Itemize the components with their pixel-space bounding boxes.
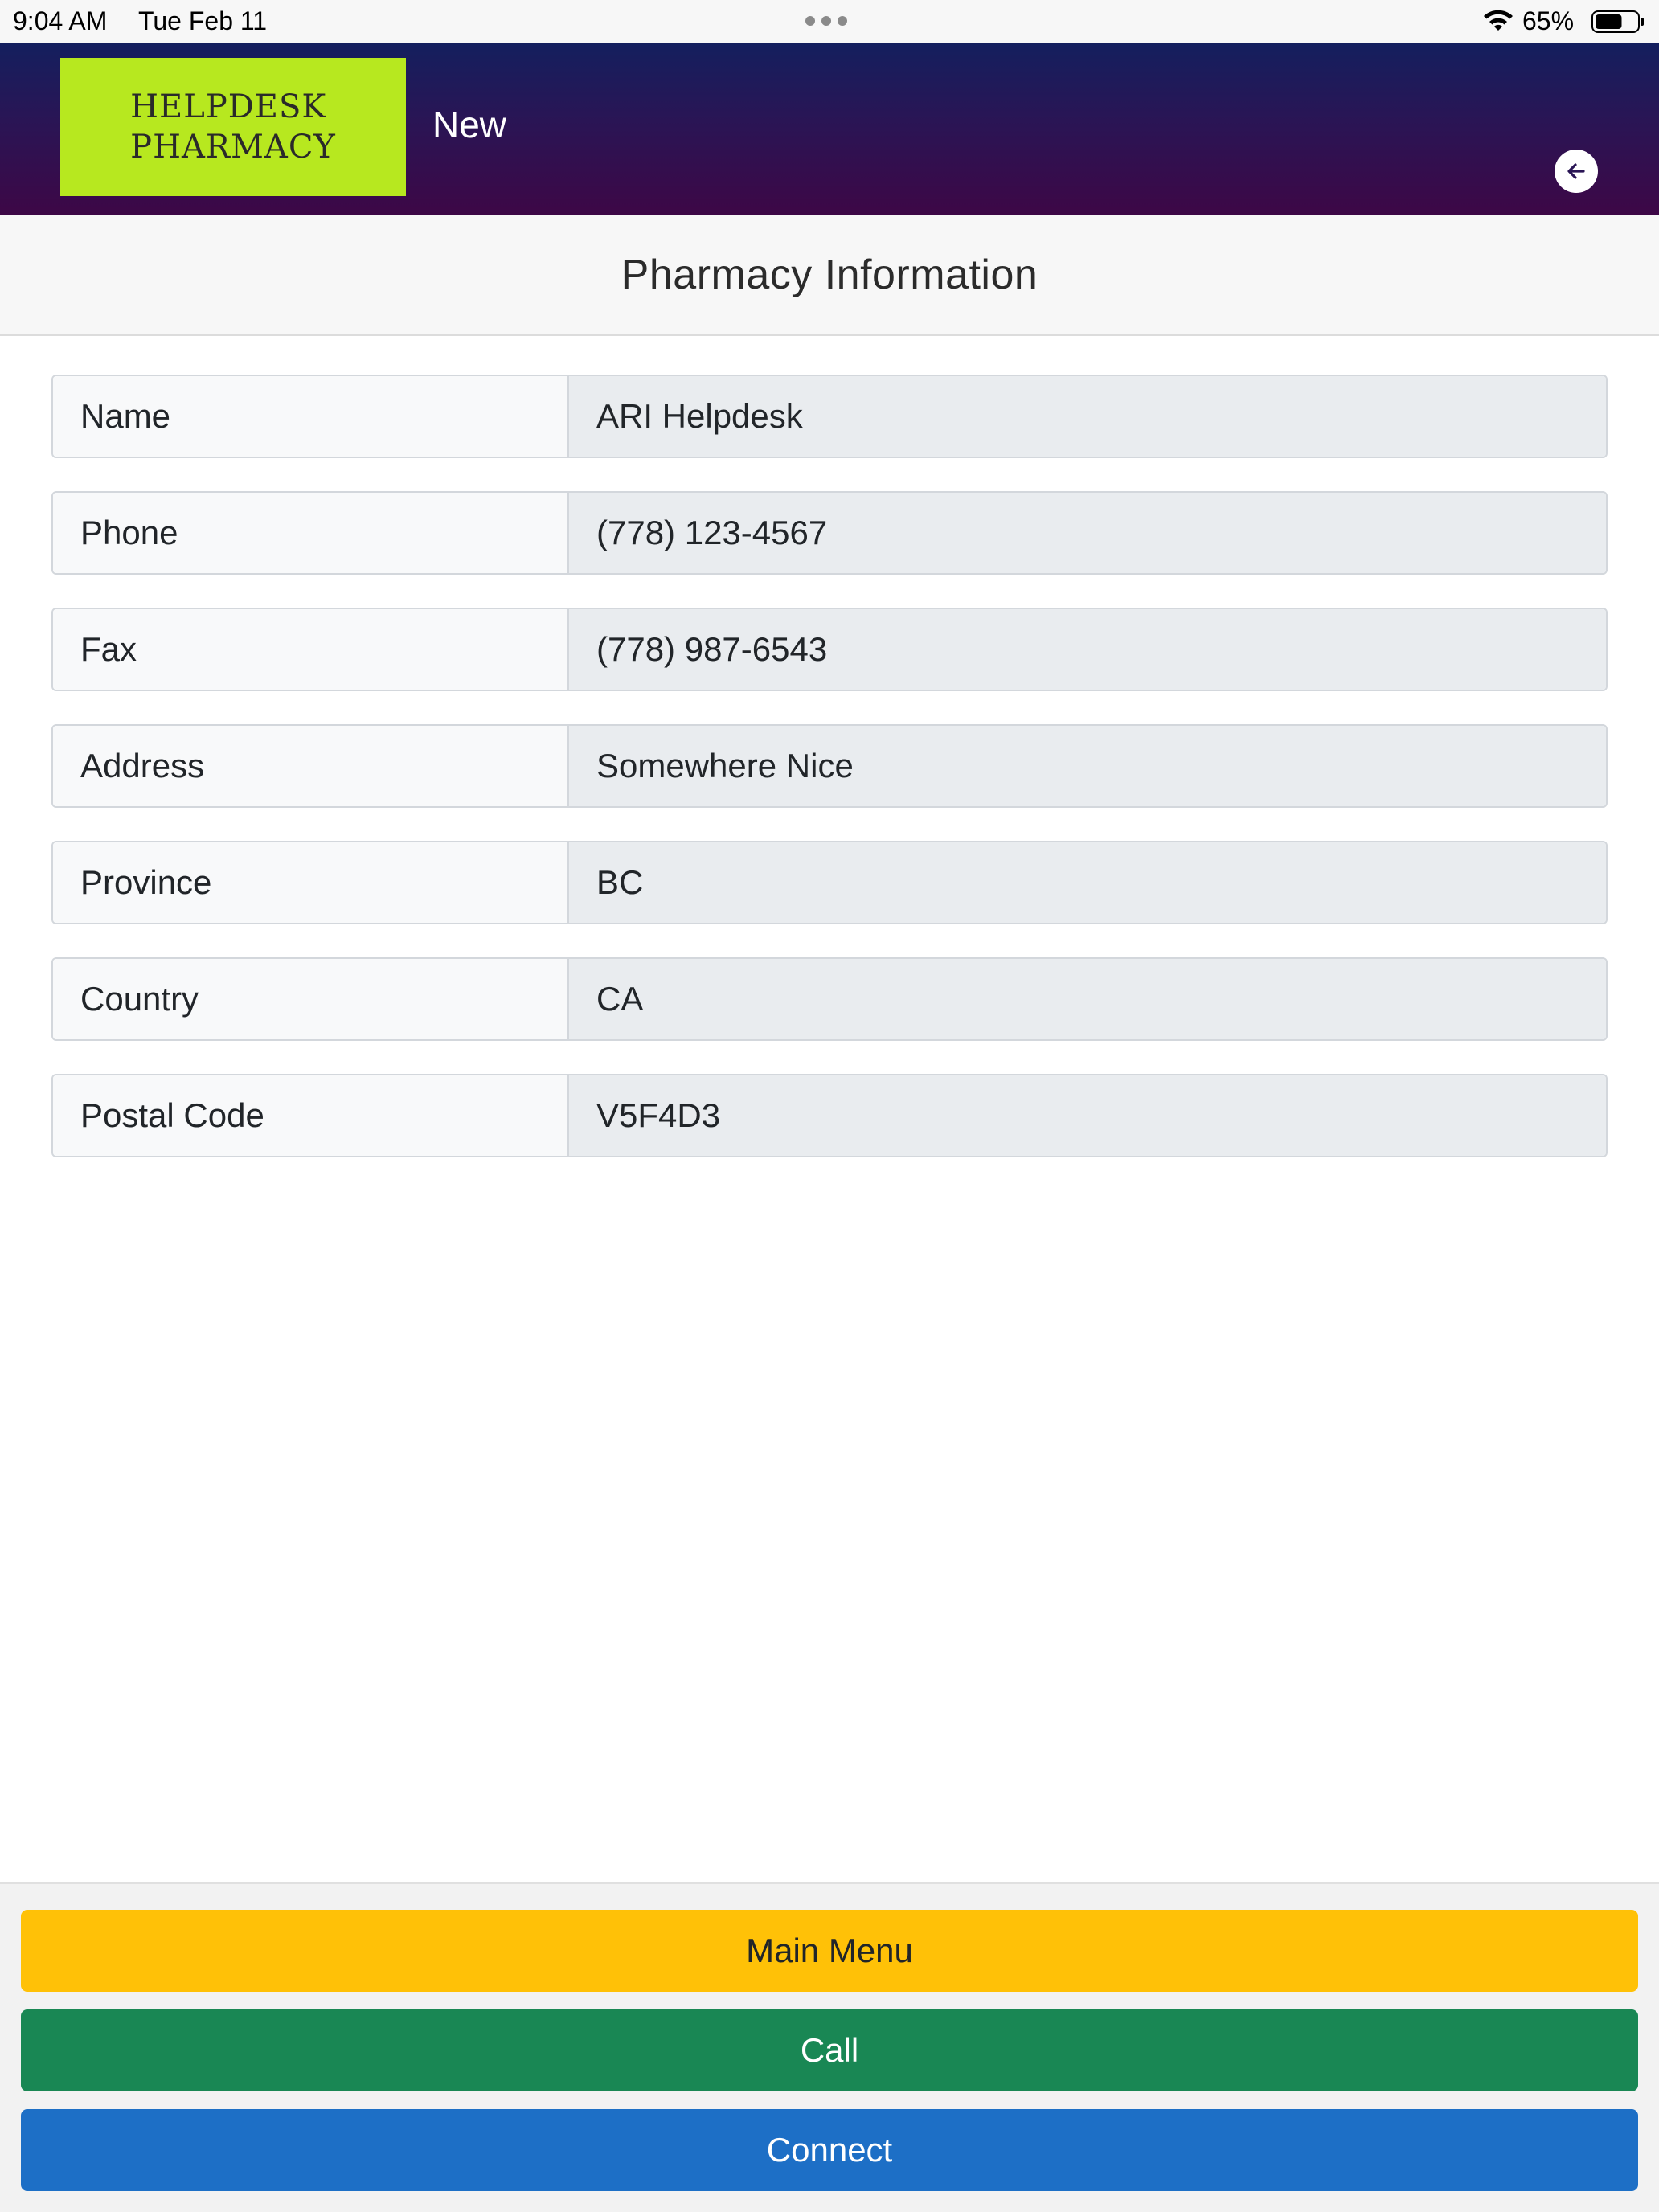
province-field[interactable]: BC xyxy=(569,842,1606,923)
status-date: Tue Feb 11 xyxy=(138,6,268,35)
footer-actions xyxy=(0,1882,1659,2212)
field-row-fax xyxy=(51,608,1608,691)
status-time: 9:04 AM xyxy=(13,6,108,35)
field-row-country xyxy=(51,957,1608,1041)
battery-percentage: 65% xyxy=(1522,6,1575,35)
arrow-left-icon xyxy=(1563,158,1590,185)
multitasking-dots-icon[interactable] xyxy=(805,16,847,26)
field-row-province xyxy=(51,841,1608,924)
fax-field[interactable]: (778) 987-6543 xyxy=(569,609,1606,690)
field-label: Province xyxy=(53,842,569,923)
status-bar xyxy=(0,0,1659,43)
back-button[interactable] xyxy=(1555,150,1598,193)
phone-field[interactable]: (778) 123-4567 xyxy=(569,493,1606,573)
field-label: Country xyxy=(53,959,569,1039)
call-button[interactable]: Call xyxy=(21,2009,1638,2091)
postal-code-field[interactable]: V5F4D3 xyxy=(569,1075,1606,1156)
address-field[interactable]: Somewhere Nice xyxy=(569,726,1606,806)
helpdesk-pharmacy-logo[interactable] xyxy=(60,58,406,196)
field-row-phone xyxy=(51,491,1608,575)
field-label: Address xyxy=(53,726,569,806)
page-status-title: New xyxy=(432,104,507,145)
name-field[interactable]: ARI Helpdesk xyxy=(569,376,1606,457)
logo-text: HELPDESK PHARMACY xyxy=(130,88,336,166)
field-label: Fax xyxy=(53,609,569,690)
field-row-postal-code xyxy=(51,1074,1608,1157)
wifi-icon xyxy=(1482,8,1514,34)
field-label: Phone xyxy=(53,493,569,573)
field-row-address xyxy=(51,724,1608,808)
section-header xyxy=(0,215,1659,336)
connect-button[interactable]: Connect xyxy=(21,2109,1638,2191)
page-title: Pharmacy Information xyxy=(621,252,1038,298)
country-field[interactable]: CA xyxy=(569,959,1606,1039)
field-row-name xyxy=(51,375,1608,458)
main-menu-button[interactable]: Main Menu xyxy=(21,1910,1638,1992)
app-header xyxy=(0,43,1659,215)
battery-icon xyxy=(1591,10,1645,34)
field-label: Name xyxy=(53,376,569,457)
field-label: Postal Code xyxy=(53,1075,569,1156)
